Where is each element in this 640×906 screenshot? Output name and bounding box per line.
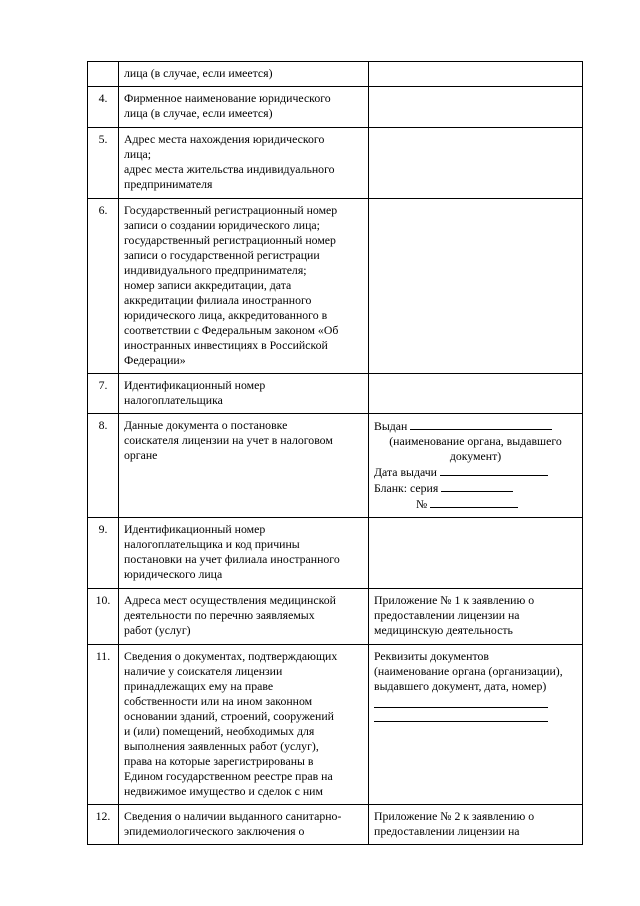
table-row — [88, 62, 583, 87]
field-name: лица (в случае, если имеется) — [119, 62, 369, 87]
field-name: Идентификационный номер налогоплательщика и код причины постановки на учет филиала иностранного юридического лица — [119, 518, 369, 589]
field-value: Приложение № 1 к заявлению о предоставлении лицензии на медицинскую деятельность — [369, 589, 583, 645]
table-row — [88, 414, 583, 518]
field-name: Сведения о наличии выданного санитарно- эпидемиологического заключения о — [119, 805, 369, 845]
form-number-blank[interactable] — [430, 496, 518, 508]
field-value[interactable] — [369, 518, 583, 589]
field-name: Адреса мест осуществления медицинской деятельности по перечню заявляемых работ (услуг) — [119, 589, 369, 645]
row-number: 6. — [88, 199, 119, 374]
row-number: 10. — [88, 589, 119, 645]
row-number: 11. — [88, 645, 119, 805]
issued-by-line: Выдан — [374, 418, 577, 434]
table-row — [88, 374, 583, 414]
field-name: Адрес места нахождения юридического лица; адрес места жительства индивидуального предпринимателя — [119, 128, 369, 199]
table-row — [88, 645, 583, 805]
table-row — [88, 805, 583, 845]
field-name: Фирменное наименование юридического лица (в случае, если имеется) — [119, 87, 369, 128]
field-name: Сведения о документах, подтверждающих наличие у соискателя лицензии принадлежащих ему на праве собственности или на ином законном основании зданий, строений, сооружений и (или) помещений, необходимых для выполнения заявленных работ (услуг), права на которые зарегистрированы в Едином государственном реестре прав на недвижимое имущество и сделок с ним — [119, 645, 369, 805]
document-details-blank-2[interactable] — [374, 708, 548, 722]
row-number: 7. — [88, 374, 119, 414]
row-number: 12. — [88, 805, 119, 845]
table-row — [88, 589, 583, 645]
table-row — [88, 518, 583, 589]
field-value[interactable]: Выдан (наименование органа, выдавшего документ) Дата выдачи Бланк: серия № — [369, 414, 583, 518]
form-series-blank[interactable] — [441, 480, 513, 492]
field-value[interactable] — [369, 87, 583, 128]
field-value[interactable] — [369, 199, 583, 374]
field-name: Идентификационный номер налогоплательщика — [119, 374, 369, 414]
field-value[interactable]: Реквизиты документов (наименование органа (организации), выдавшего документ, дата, номер) — [369, 645, 583, 805]
table-row — [88, 199, 583, 374]
table-row — [88, 87, 583, 128]
form-series-line: Бланк: серия — [374, 480, 577, 496]
row-number: 8. — [88, 414, 119, 518]
row-number: 9. — [88, 518, 119, 589]
document-details-blank-1[interactable] — [374, 694, 548, 708]
field-value[interactable] — [369, 128, 583, 199]
issue-date-blank[interactable] — [440, 464, 548, 476]
issue-date-line: Дата выдачи — [374, 464, 577, 480]
field-value[interactable] — [369, 62, 583, 87]
field-value: Приложение № 2 к заявлению о предоставлении лицензии на — [369, 805, 583, 845]
issued-by-blank[interactable] — [410, 418, 552, 430]
field-name: Данные документа о постановке соискателя лицензии на учет в налоговом органе — [119, 414, 369, 518]
field-value[interactable] — [369, 374, 583, 414]
form-number-line: № — [374, 496, 577, 512]
table-row — [88, 128, 583, 199]
row-number: 4. — [88, 87, 119, 128]
row-number: 5. — [88, 128, 119, 199]
row-number — [88, 62, 119, 87]
application-form-table — [87, 61, 583, 845]
field-name: Государственный регистрационный номер записи о создании юридического лица; государственный регистрационный номер записи о государственной регистрации индивидуального предпринимателя; номер записи аккредитации, дата аккредитации филиала иностранного юридического лица, аккредитованного в соответствии с Федеральным законом «Об иностранных инвестициях в Российской Федерации» — [119, 199, 369, 374]
